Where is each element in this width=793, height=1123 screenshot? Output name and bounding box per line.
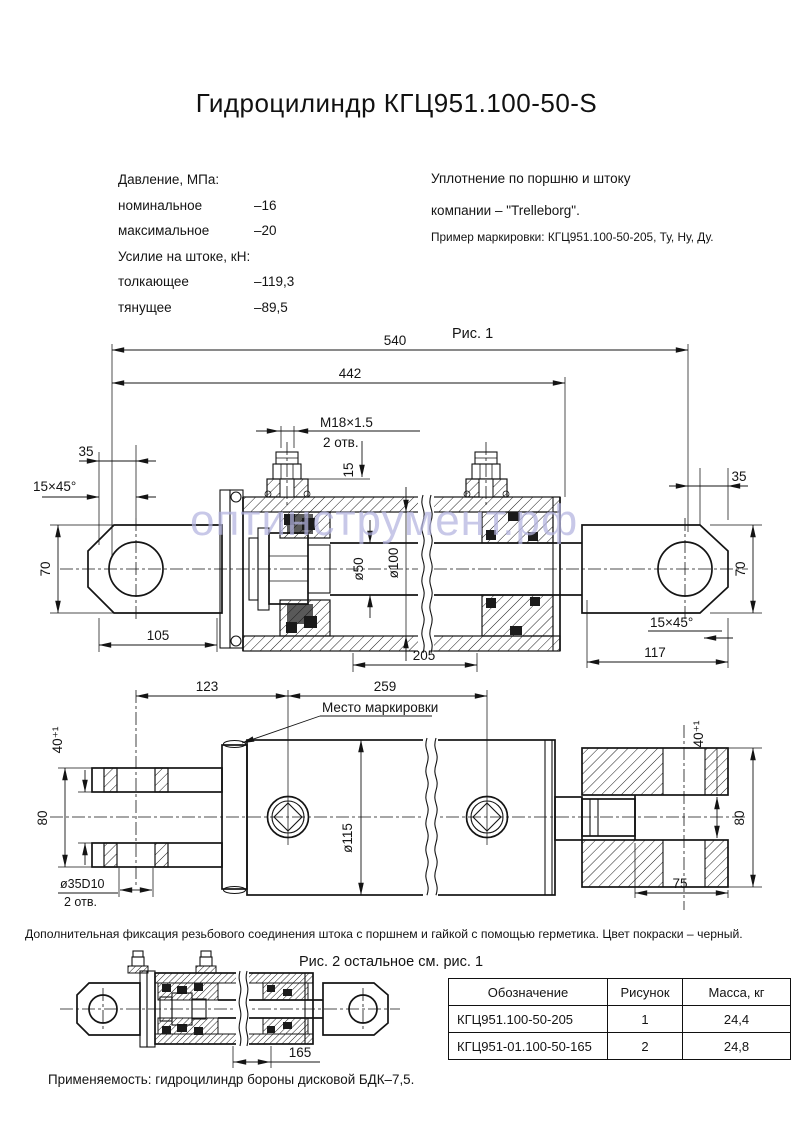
table-header-row (449, 979, 791, 1006)
dim-chamfer-right: 15×45° (650, 615, 694, 630)
dim-chamfer-left: 15×45° (33, 479, 77, 494)
dim-117: 117 (644, 645, 666, 660)
spec-label: толкающее (118, 274, 189, 290)
dim-80-left: 80 (35, 810, 50, 826)
designation-cell: КГЦ951-01.100-50-165 (449, 1033, 608, 1060)
spec-label: максимальное (118, 223, 210, 239)
col-designation: Обозначение (449, 979, 608, 1006)
seal-note-line2: компании – "Trelleborg". (431, 203, 580, 218)
spec-label: тянущее (118, 299, 172, 315)
dim-hole-dia: ø35D10 (60, 877, 105, 891)
spec-label: номинальное (118, 197, 203, 213)
col-figure: Рисунок (608, 979, 683, 1006)
fig2-view (60, 951, 483, 1068)
fig2-caption: Рис. 2 остальное см. рис. 1 (299, 954, 484, 970)
right-clevis-section (555, 725, 728, 910)
designation-cell: КГЦ951.100-50-205 (449, 1006, 608, 1033)
dim-70-right: 70 (733, 561, 748, 577)
dim-205: 205 (412, 648, 436, 663)
technical-drawing (0, 320, 793, 1075)
table-row (449, 1033, 791, 1060)
variants-table (448, 978, 791, 1060)
marking-place-label: Место маркировки (322, 700, 439, 715)
fig2-dimensions (233, 1045, 320, 1068)
application-note: Применяемость: гидроцилиндр бороны дисковой БДК–7,5. (48, 1072, 415, 1087)
spec-row (118, 269, 294, 295)
marking-example-note: Пример маркировки: КГЦ951.100-50-205, Ту, Ну, Ду. (431, 230, 714, 244)
watermark: оптинструмент.рф (190, 496, 579, 545)
spec-row (118, 295, 294, 321)
dim-dia50: ø50 (351, 557, 366, 581)
dim-dia100: ø100 (386, 547, 401, 579)
spec-row (118, 193, 294, 219)
break-lines-front (423, 738, 438, 897)
dim-35-left: 35 (78, 444, 94, 459)
dim-75: 75 (672, 876, 688, 891)
dim-442: 442 (338, 366, 362, 381)
seal-note-line1: Уплотнение по поршню и штоку (431, 171, 631, 186)
force-header: Усилие на штоке, кН: (118, 248, 251, 264)
page-title: Гидроцилиндр КГЦ951.100-50-S (195, 88, 598, 118)
dim-35-right: 35 (731, 469, 747, 484)
spec-value: –16 (254, 197, 277, 213)
fixation-note: Дополнительная фиксация резьбового соединения штока с поршнем и гайкой с помощью герметика. Цвет покраски – черный. (25, 927, 743, 941)
dim-105: 105 (146, 628, 170, 643)
dim-70-left: 70 (38, 561, 53, 577)
col-mass: Масса, кг (683, 979, 791, 1006)
figure-cell: 1 (608, 1006, 683, 1033)
dim-259: 259 (373, 679, 397, 694)
spec-value: –89,5 (254, 299, 288, 315)
fig1-outside-view (35, 679, 762, 910)
fig2-break (236, 971, 249, 1046)
dim-dia115: ø115 (340, 823, 355, 853)
left-clevis (92, 690, 222, 885)
table-row (449, 1006, 791, 1033)
dim-thread-holes: 2 отв. (323, 435, 359, 450)
pressure-header: Давление, МПа: (118, 172, 220, 187)
fig1-caption: Рис. 1 (452, 326, 494, 342)
port-plug-face-right (467, 690, 508, 845)
port-plug-face-left (268, 690, 309, 845)
dim-15: 15 (341, 462, 356, 478)
spec-block (118, 167, 294, 321)
mass-cell: 24,8 (683, 1033, 791, 1060)
dim-165: 165 (288, 1045, 312, 1060)
dim-80-right: 80 (732, 810, 747, 826)
spec-value: –119,3 (254, 274, 295, 290)
mass-cell: 24,4 (683, 1006, 791, 1033)
figure-cell: 2 (608, 1033, 683, 1060)
spec-value: –20 (254, 223, 277, 239)
dim-40-left: 40⁺¹ (50, 726, 65, 754)
dim-40-right: 40⁺¹ (691, 720, 706, 748)
dim-123: 123 (195, 679, 219, 694)
dim-thread: M18×1.5 (320, 415, 373, 430)
dim-540: 540 (383, 333, 407, 348)
dim-hole-qty: 2 отв. (64, 895, 97, 909)
spec-row (118, 218, 294, 244)
